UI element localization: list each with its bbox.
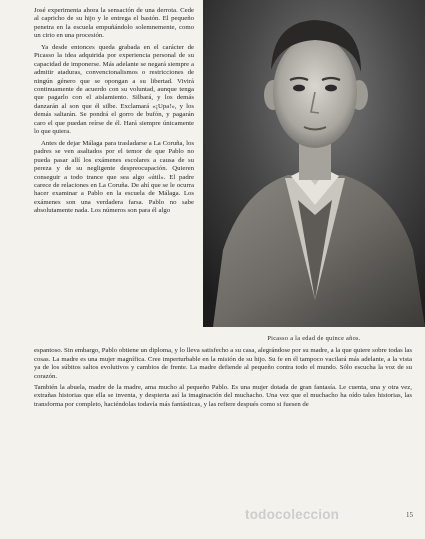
paragraph: También la abuela, madre de la madre, ama mucho al pequeño Pablo. Es una mujer dotada de gran fantasía. Le cuenta, una y otra vez, extrañas historias que ella se inventa, y despierta así la imaginación del muchacho. Una vez que el muchacho ha oído tales historias, las transforma por completo, haciéndolas todavía más fantásticas, y las refiere después como si fuesen de <box>34 383 412 409</box>
portrait-illustration <box>203 0 425 327</box>
page-number: 15 <box>406 511 413 519</box>
left-text-column <box>34 7 194 219</box>
paragraph: José experimenta ahora la sensación de una derrota. Cede al capricho de su hijo y le entrega el bastón. El pequeño penetra en la escuela empuñándolo solemnemente, como un cirio en una procesión. <box>34 7 194 40</box>
paragraph: Ya desde entonces queda grabada en el carácter de Picasso la idea adquirida por experiencia personal de su capacidad de imponerse. Más adelante se negará siempre a admitir ataduras, convencionalismos o restricciones de ningún género que se opongan a su libertad. Vivirá continuamente de acuerdo con su voluntad, aunque tenga que pagarlo con el aislamiento. Silbará, y los demás danzarán al son que él silbe. Exclamará «¡Upa!», y los demás saltarán. Se pondrá el gorro de bufón, y pagarán caro el que puedan reírse de él. Hará siempre únicamente lo que quiera. <box>34 44 194 136</box>
paragraph: espantoso. Sin embargo, Pablo obtiene un diploma, y lo lleva satisfecho a su casa, alegrándose por su madre, a la que quiere sobre todas las cosas. La madre es una mujer magnífica. Cree imperturbable en la misión de su hijo. Su fe en él tampoco vacilará más adelante, a la vista ya de los súbitos saltos evolutivos y cambios de frente. La madre defiende al pequeño contra todo el mundo. Sólo escucha la voz de su corazón. <box>34 347 412 380</box>
photo-caption: Picasso a la edad de quince años. <box>267 335 361 342</box>
watermark: todocoleccion <box>245 507 340 522</box>
paragraph: Antes de dejar Málaga para trasladarse a La Coruña, los padres se ven asaltados por el temor de que Pablo no pueda pasar allí los exámenes escolares a causa de su pereza y de su negligente despreocupación. Quieren conseguir a todo trance que sea algo «útil». El padre carece de relaciones en La Coruña. De ahí que se le ocurra hacer examinar a Pablo en la escuela de Málaga. Los exámenes son una verdadera farsa. Pablo no sabe absolutamente nada. Los números son para él algo <box>34 139 194 215</box>
full-width-text <box>34 347 412 412</box>
portrait-photo <box>203 0 425 327</box>
